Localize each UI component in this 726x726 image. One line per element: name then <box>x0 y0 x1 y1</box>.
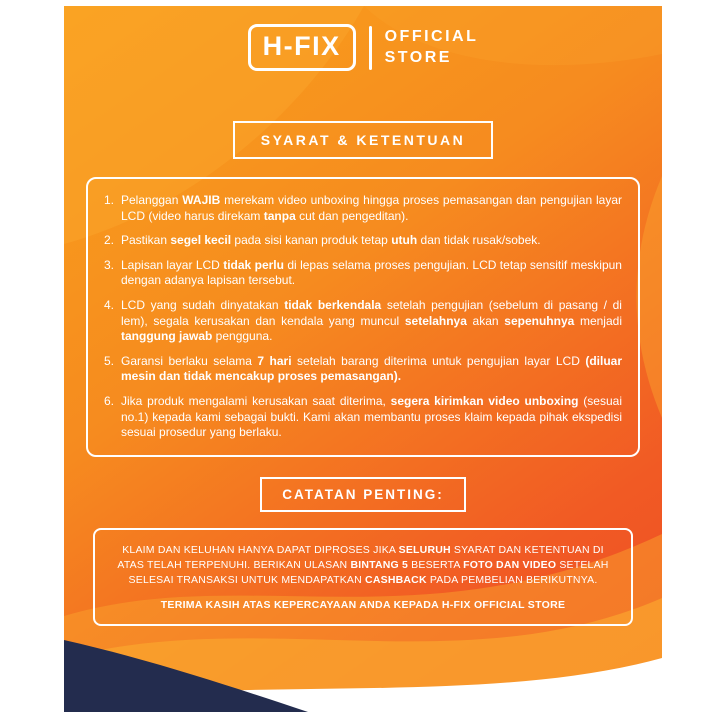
text-segment: Pastikan <box>121 233 171 248</box>
logo-divider <box>369 26 372 70</box>
catatan-label: CATATAN PENTING: <box>282 486 444 502</box>
term-text <box>121 233 622 249</box>
catatan-box <box>260 477 465 512</box>
text-segment: pada sisi kanan produk tetap <box>231 233 392 248</box>
bold-segment: CASHBACK <box>365 574 427 587</box>
text-segment: dan tidak rusak/sobek. <box>417 233 541 248</box>
bold-segment: BINTANG 5 <box>350 558 409 571</box>
note-paragraph <box>111 543 615 589</box>
text-segment: Lapisan layar LCD <box>121 257 224 272</box>
bold-segment: segel kecil <box>170 233 232 248</box>
term-number: 6. <box>104 393 115 408</box>
bold-segment: SELURUH <box>398 543 451 556</box>
bold-segment: tidak berkendala <box>284 297 382 312</box>
term-text <box>121 258 622 289</box>
text-segment: setelah barang diterima untuk pengujian layar LCD <box>291 353 586 368</box>
content-area <box>64 6 662 712</box>
term-item <box>104 298 622 345</box>
term-item <box>104 233 622 249</box>
text-segment: cut dan pengeditan). <box>295 208 409 223</box>
text-segment: Jika produk mengalami kerusakan saat diterima, <box>121 393 391 408</box>
text-segment: pengguna. <box>212 329 273 344</box>
term-text <box>121 298 622 345</box>
orange-panel <box>64 6 662 712</box>
bold-segment: utuh <box>391 233 418 248</box>
text-segment: Pelanggan <box>121 193 183 207</box>
text-segment: KLAIM DAN KELUHAN HANYA DAPAT DIPROSES JIKA <box>122 543 399 556</box>
header-logo <box>248 24 479 71</box>
official-label: OFFICIAL <box>384 27 479 45</box>
text-segment: SYARAT DAN KETENTUAN DI ATAS TELAH TERPENUHI. BERIKAN ULASAN <box>117 543 604 571</box>
text-segment: Garansi berlaku selama <box>121 353 258 368</box>
term-number: 3. <box>104 257 115 272</box>
text-segment: (sesuai no.1) kepada kami sebagai bukti. Kami akan membantu proses klaim kepada pihak ekspedisi sesuai prosedur yang berlaku. <box>121 393 622 440</box>
terms-box <box>86 177 640 457</box>
text-segment: LCD yang sudah dinyatakan <box>121 297 285 312</box>
term-number: 5. <box>104 353 115 368</box>
terms-list <box>104 193 622 441</box>
bold-segment: sepenuhnya <box>504 313 575 328</box>
text-segment: merekam video unboxing hingga proses pemasangan dan pengujian layar LCD (video harus direkam <box>121 193 622 223</box>
bold-segment: segera kirimkan video unboxing <box>390 393 579 408</box>
text-segment: menjadi <box>574 313 622 328</box>
text-segment: BESERTA <box>408 558 464 571</box>
text-segment: di lepas selama proses pengujian. LCD tetap sensitif meskipun dengan adanya lapisan tersebut. <box>121 257 622 288</box>
page-title: SYARAT & KETENTUAN <box>260 132 466 148</box>
term-item <box>104 394 622 441</box>
term-number: 4. <box>104 297 115 312</box>
term-item <box>104 258 622 289</box>
term-text <box>121 394 622 441</box>
bold-segment: setelahnya <box>404 313 467 328</box>
term-text <box>121 354 622 385</box>
note-box <box>93 528 633 627</box>
bold-segment: 7 hari <box>257 353 292 368</box>
term-item <box>104 193 622 224</box>
hfix-logo <box>248 24 356 71</box>
title-box <box>233 121 493 159</box>
bold-segment: tanpa <box>263 208 296 223</box>
bold-segment: WAJIB <box>182 193 221 207</box>
bold-segment: FOTO DAN VIDEO <box>463 558 557 571</box>
text-segment: akan <box>466 313 505 328</box>
text-segment: setelah pengujian (sebelum di pasang / di lem), segala kerusakan dan kendala yang muncul <box>121 297 622 328</box>
store-label: STORE <box>384 48 452 66</box>
store-wordmark <box>385 27 479 69</box>
text-segment: PADA PEMBELIAN BERIKUTNYA. <box>426 574 598 587</box>
bold-segment: (diluar mesin dan tidak mencakup proses pemasangan). <box>121 353 623 384</box>
term-item <box>104 354 622 385</box>
bold-segment: tidak perlu <box>223 257 284 272</box>
bold-segment: tanggung jawab <box>121 329 213 344</box>
hfix-logo-text: H-FIX <box>262 31 341 61</box>
term-text <box>121 193 622 224</box>
text-segment: SETELAH SELESAI TRANSAKSI UNTUK MENDAPATKAN <box>128 558 609 587</box>
term-number: 2. <box>104 233 115 248</box>
term-number: 1. <box>104 193 115 207</box>
thanks-line: TERIMA KASIH ATAS KEPERCAYAAN ANDA KEPADA H-FIX OFFICIAL STORE <box>160 599 566 612</box>
